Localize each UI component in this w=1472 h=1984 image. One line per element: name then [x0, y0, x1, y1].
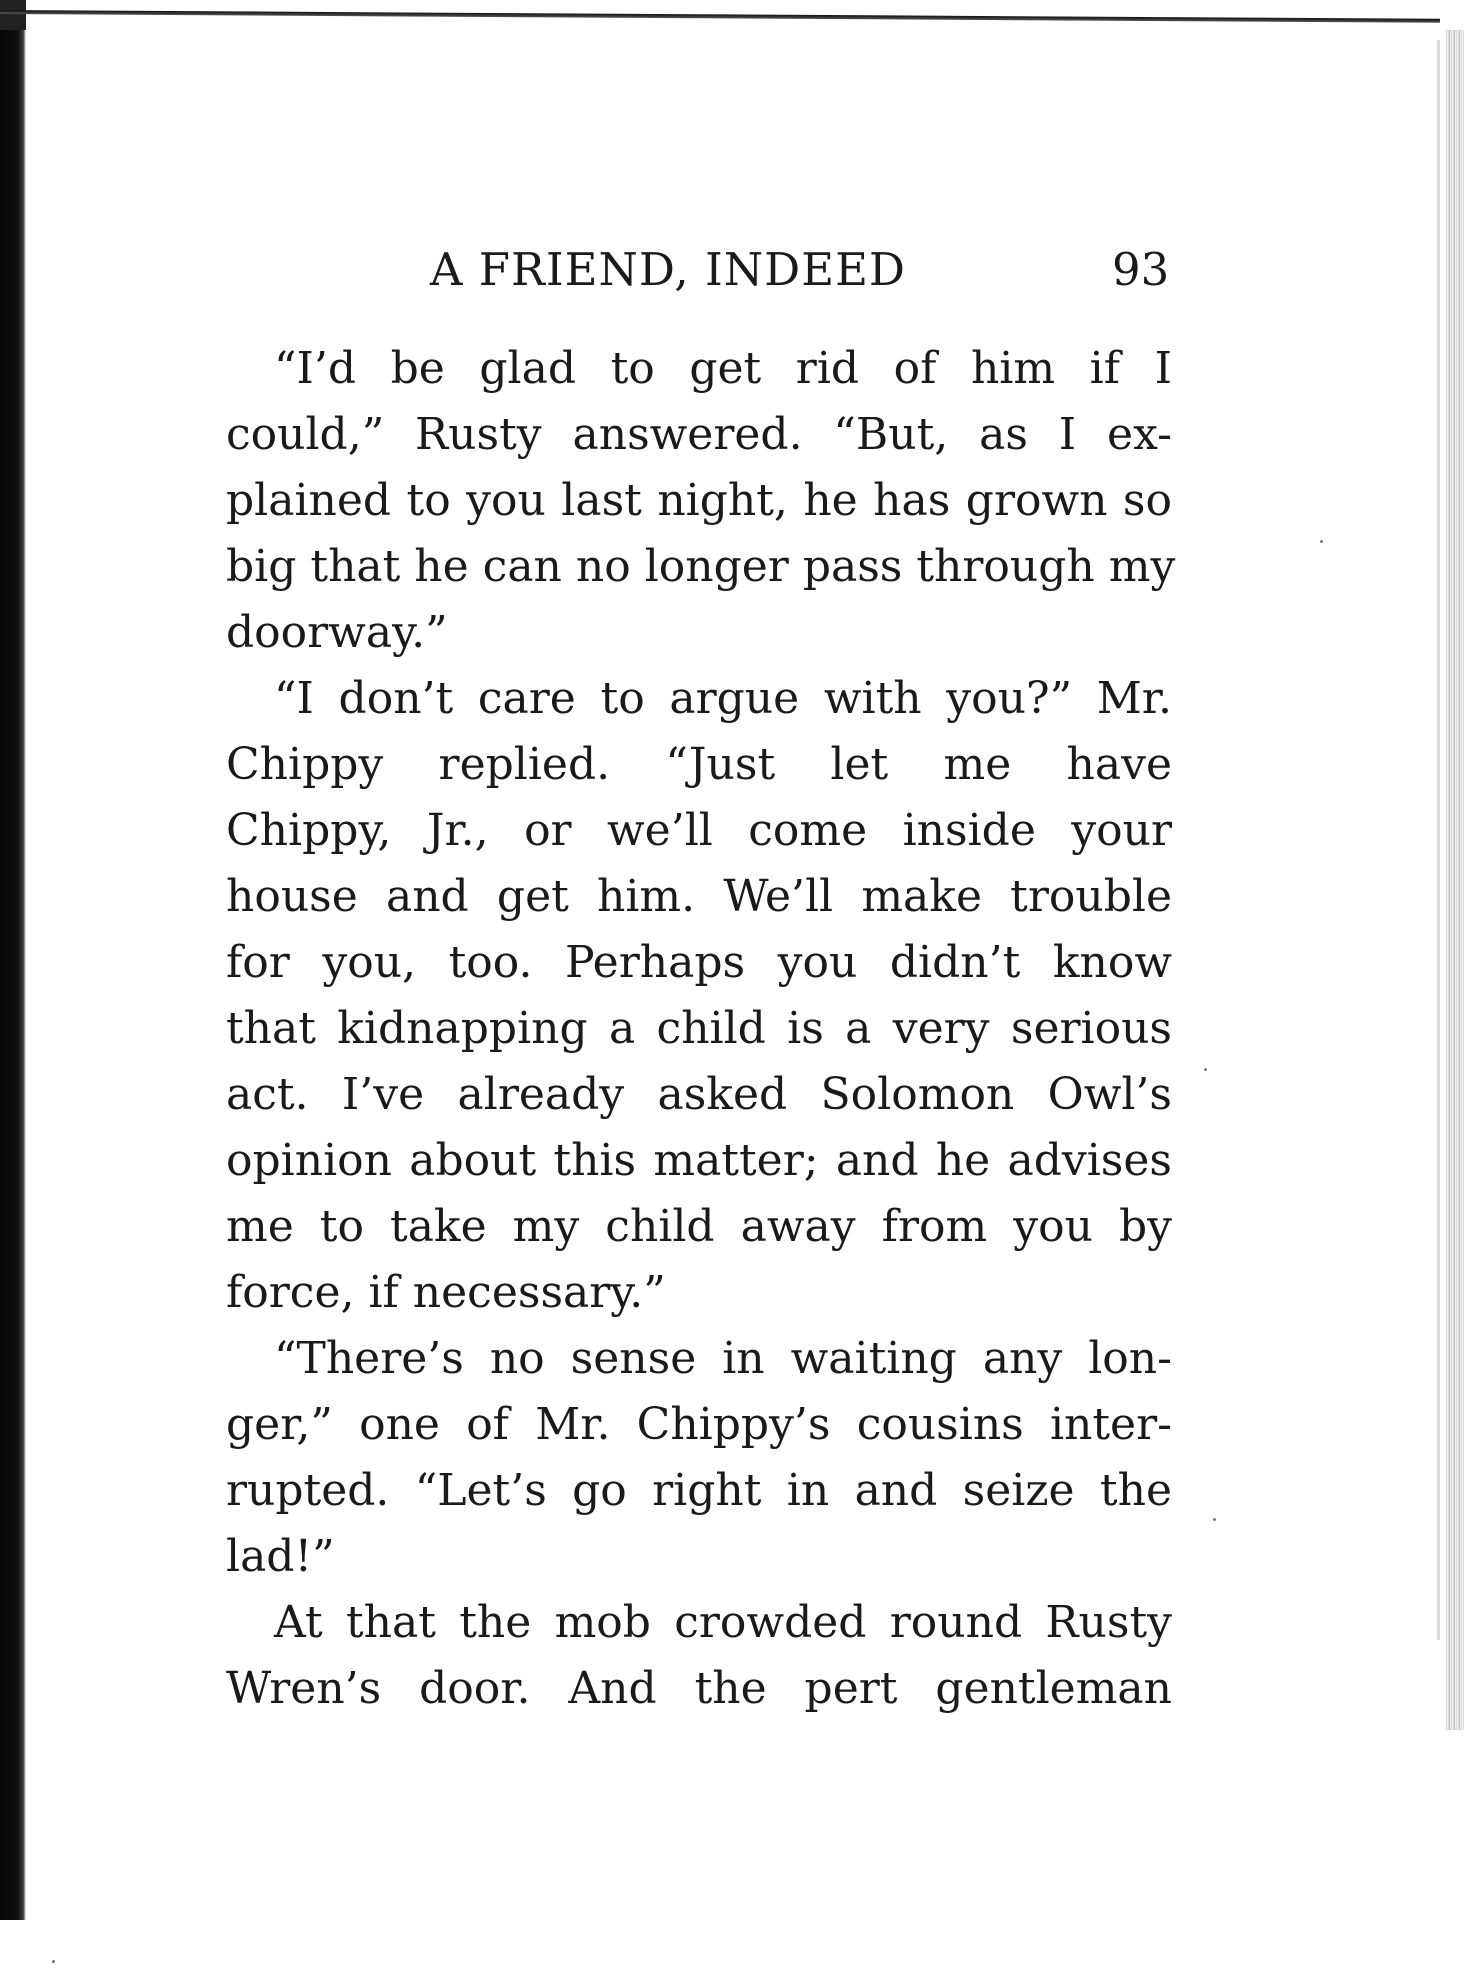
text-line: for you, too. Perhaps you didn’t know: [226, 937, 1172, 988]
text-line: Chippy replied. “Just let me have: [226, 739, 1172, 790]
text-line: doorway.”: [226, 607, 448, 658]
text-line: house and get him. We’ll make trouble: [226, 871, 1172, 922]
scan-top-edge: [0, 10, 1440, 23]
text-line: “There’s no sense in waiting any lon-: [274, 1333, 1172, 1384]
scan-speck: [1204, 1068, 1207, 1071]
scan-speck: [52, 1960, 55, 1963]
text-line: me to take my child away from you by: [226, 1201, 1172, 1252]
scan-speck: [1213, 1518, 1216, 1521]
text-line: “I’d be glad to get rid of him if I: [274, 343, 1172, 394]
text-line: “I don’t care to argue with you?” Mr.: [274, 673, 1172, 724]
text-line: Chippy, Jr., or we’ll come inside your: [226, 805, 1172, 856]
page-header: [0, 243, 1472, 303]
text-line: Wren’s door. And the pert gentleman: [226, 1663, 1172, 1714]
text-line: plained to you last night, he has grown so: [226, 475, 1172, 526]
text-line: lad!”: [226, 1531, 335, 1582]
text-line: opinion about this matter; and he advises: [226, 1135, 1172, 1186]
text-line: force, if necessary.”: [226, 1267, 666, 1318]
running-head: A FRIEND, INDEED: [430, 243, 906, 296]
text-line: that kidnapping a child is a very serious: [226, 1003, 1172, 1054]
page-number: 93: [1112, 243, 1170, 296]
scan-corner: [0, 0, 26, 30]
scan-speck: [1320, 540, 1323, 543]
text-line: rupted. “Let’s go right in and seize the: [226, 1465, 1172, 1516]
text-line: ger,” one of Mr. Chippy’s cousins inter-: [226, 1399, 1172, 1450]
text-line: big that he can no longer pass through my: [226, 541, 1176, 592]
text-line: At that the mob crowded round Rusty: [274, 1597, 1172, 1648]
body-text: [226, 336, 1176, 1722]
text-line: act. I’ve already asked Solomon Owl’s: [226, 1069, 1172, 1120]
text-line: could,” Rusty answered. “But, as I ex-: [226, 409, 1172, 460]
